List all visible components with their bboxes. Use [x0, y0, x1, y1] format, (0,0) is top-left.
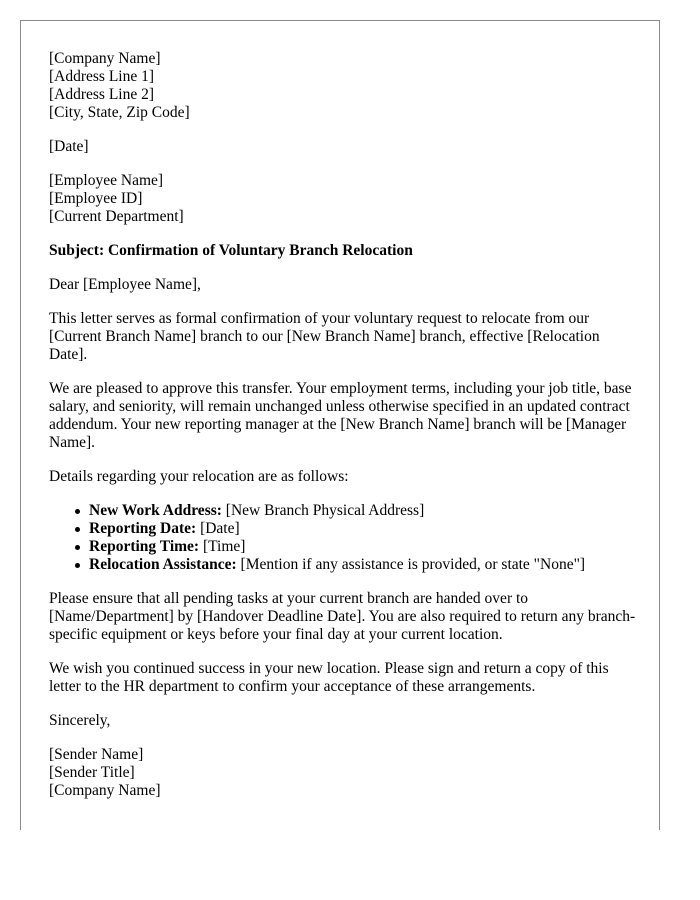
sender-name: [Sender Name] [49, 746, 144, 763]
detail-label: Reporting Date: [89, 520, 197, 537]
paragraph-closing-wishes: We wish you continued success in your new location. Please sign and return a copy of this letter to the HR department to confirm your acceptance of these arrangements. [49, 660, 609, 695]
closing: Sincerely, [49, 712, 111, 729]
signature-company-name: [Company Name] [49, 782, 161, 799]
list-item [89, 502, 639, 520]
sender-title: [Sender Title] [49, 764, 135, 781]
sender-address-line-1: [Address Line 1] [49, 68, 155, 85]
detail-label: Relocation Assistance: [89, 556, 237, 573]
paragraph-confirmation: This letter serves as formal confirmation of your voluntary request to relocate from our [Current Branch Name] branch to our [New Branch Name] branch, effective [Relocation Date]. [49, 310, 600, 363]
detail-label: New Work Address: [89, 502, 222, 519]
paragraph-approval: We are pleased to approve this transfer. Your employment terms, including your job title, base salary, and seniority, will remain unchanged unless otherwise specified in an updated contract addendum. Your new reporting manager at the [New Branch Name] branch will be [Manager Name]. [49, 380, 632, 451]
salutation: Dear [Employee Name], [49, 276, 201, 293]
list-item [89, 556, 639, 574]
sender-company-name: [Company Name] [49, 50, 161, 67]
detail-label: Reporting Time: [89, 538, 200, 555]
detail-value: [Time] [199, 538, 246, 555]
letter-content [49, 50, 639, 816]
subject-line: Subject: Confirmation of Voluntary Branch Relocation [49, 242, 413, 259]
details-list [49, 502, 639, 574]
detail-value: [Date] [196, 520, 240, 537]
detail-value: [New Branch Physical Address] [221, 502, 425, 519]
recipient-employee-name: [Employee Name] [49, 172, 164, 189]
sender-address-block [49, 50, 639, 122]
recipient-employee-id: [Employee ID] [49, 190, 143, 207]
letter-page [20, 20, 660, 830]
list-item [89, 520, 639, 538]
sender-city-state-zip: [City, State, Zip Code] [49, 104, 190, 121]
details-intro: Details regarding your relocation are as follows: [49, 468, 349, 485]
recipient-department: [Current Department] [49, 208, 184, 225]
detail-value: [Mention if any assistance is provided, or state "None"] [236, 556, 586, 573]
paragraph-handover: Please ensure that all pending tasks at your current branch are handed over to [Name/Department] by [Handover Deadline Date]. You are also required to return any branch-specific equipment or keys before your final day at your current location. [49, 590, 636, 643]
recipient-block [49, 172, 639, 226]
signature-block [49, 746, 639, 800]
sender-address-line-2: [Address Line 2] [49, 86, 155, 103]
list-item [89, 538, 639, 556]
letter-date: [Date] [49, 138, 89, 155]
